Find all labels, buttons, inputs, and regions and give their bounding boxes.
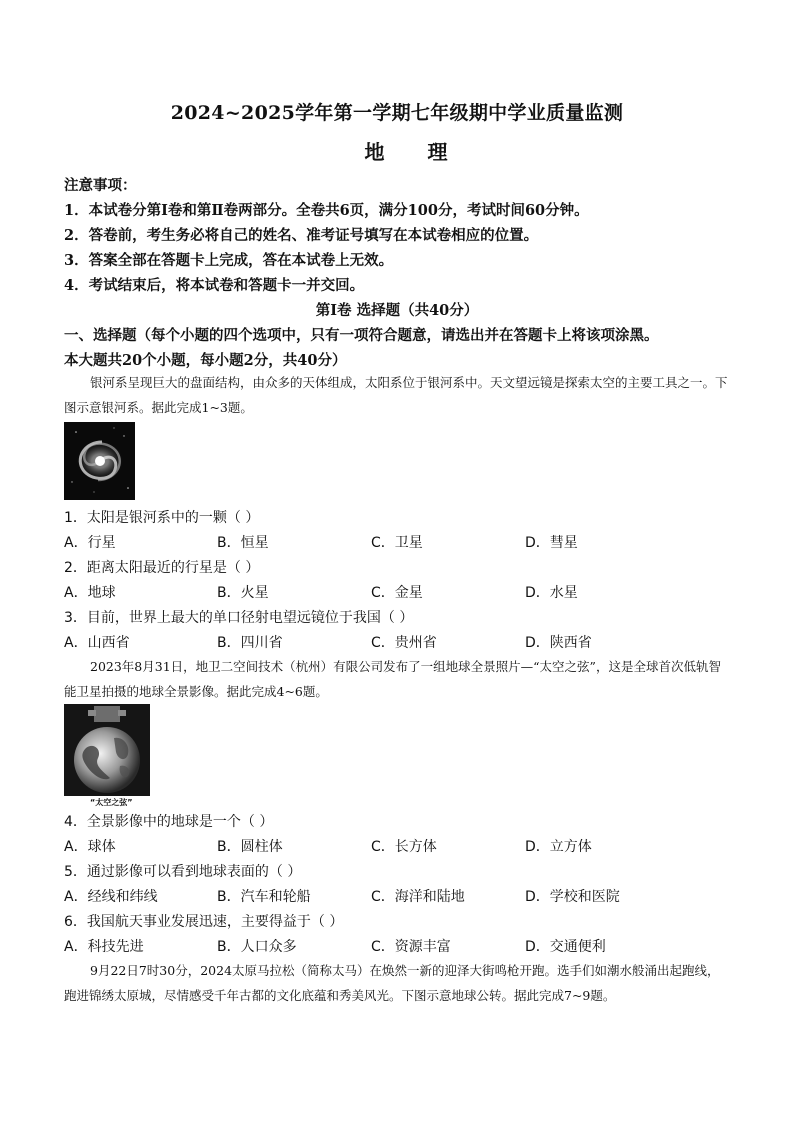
option-b[interactable]: B．恒星 xyxy=(217,535,269,551)
passage-1: 银河系呈现巨大的盘面结构，由众多的天体组成，太阳系位于银河系中。天文望远镜是探索太空的主要工具之一。下图示意银河系。据此完成1~3题。 xyxy=(64,375,728,415)
milky-way-image xyxy=(64,422,135,500)
figure-2-caption: “太空之弦” xyxy=(90,798,133,807)
galaxy-icon xyxy=(64,422,135,500)
passage-3: 9月22日7时30分，2024太原马拉松（简称太马）在焕然一新的迎泽大街鸣枪开跑。选手们如潮水般涌出起跑线，跑进锦绣太原城，尽情感受千年古都的文化底蕴和秀美风光。下图示意地球公转。据此完成7~9题。 xyxy=(64,963,720,1003)
notice-item: 2．答卷前，考生务必将自己的姓名、准考证号填写在本试卷相应的位置。 xyxy=(64,227,539,244)
option-c[interactable]: C．贵州省 xyxy=(371,635,437,651)
question-3-stem: 3．目前，世界上最大的单口径射电望远镜位于我国（ ） xyxy=(64,610,414,626)
notice-item: 3．答案全部在答题卡上完成，答在本试卷上无效。 xyxy=(64,252,394,269)
section-title: 第Ⅰ卷 选择题（共40分） xyxy=(315,302,479,319)
subject-title: 地 理 xyxy=(364,140,466,164)
option-a[interactable]: A．经线和纬线 xyxy=(64,889,158,905)
option-b[interactable]: B．人口众多 xyxy=(217,939,297,955)
earth-icon xyxy=(64,704,150,796)
option-b[interactable]: B．圆柱体 xyxy=(217,839,283,855)
option-d[interactable]: D．陕西省 xyxy=(525,635,592,651)
option-a[interactable]: A．地球 xyxy=(64,585,116,601)
option-c[interactable]: C．金星 xyxy=(371,585,423,601)
option-a[interactable]: A．行星 xyxy=(64,535,116,551)
section-instruction: 本大题共20个小题，每小题2分，共40分） xyxy=(64,352,347,369)
question-1-stem: 1．太阳是银河系中的一颗（ ） xyxy=(64,510,260,526)
option-b[interactable]: B．汽车和轮船 xyxy=(217,889,311,905)
earth-panorama-image xyxy=(64,704,150,796)
option-d[interactable]: D．水星 xyxy=(525,585,578,601)
section-instruction: 一、选择题（每个小题的四个选项中，只有一项符合题意，请选出并在答题卡上将该项涂黑。 xyxy=(64,327,659,344)
question-5-stem: 5．通过影像可以看到地球表面的（ ） xyxy=(64,864,302,880)
notice-item: 4．考试结束后，将本试卷和答题卡一并交回。 xyxy=(64,277,365,294)
option-b[interactable]: B．火星 xyxy=(217,585,269,601)
option-d[interactable]: D．彗星 xyxy=(525,535,578,551)
option-a[interactable]: A．山西省 xyxy=(64,635,130,651)
option-d[interactable]: D．交通便利 xyxy=(525,939,606,955)
option-c[interactable]: C．卫星 xyxy=(371,535,423,551)
option-a[interactable]: A．科技先进 xyxy=(64,939,144,955)
option-d[interactable]: D．立方体 xyxy=(525,839,592,855)
notice-item: 1．本试卷分第Ⅰ卷和第Ⅱ卷两部分。全卷共6页，满分100分，考试时间60分钟。 xyxy=(64,202,589,219)
option-c[interactable]: C．长方体 xyxy=(371,839,437,855)
question-4-stem: 4．全景影像中的地球是一个（ ） xyxy=(64,814,274,830)
option-c[interactable]: C．海洋和陆地 xyxy=(371,889,465,905)
option-b[interactable]: B．四川省 xyxy=(217,635,283,651)
question-2-stem: 2．距离太阳最近的行星是（ ） xyxy=(64,560,260,576)
exam-title: 2024~2025学年第一学期七年级期中学业质量监测 xyxy=(170,102,624,124)
question-6-stem: 6．我国航天事业发展迅速，主要得益于（ ） xyxy=(64,914,344,930)
passage-2: 2023年8月31日，地卫二空间技术（杭州）有限公司发布了一组地球全景照片—“太空之弦”，这是全球首次低轨智能卫星拍摄的地球全景影像。据此完成4~6题。 xyxy=(64,659,721,699)
option-a[interactable]: A．球体 xyxy=(64,839,116,855)
option-d[interactable]: D．学校和医院 xyxy=(525,889,620,905)
option-c[interactable]: C．资源丰富 xyxy=(371,939,451,955)
notice-heading: 注意事项： xyxy=(64,177,137,194)
